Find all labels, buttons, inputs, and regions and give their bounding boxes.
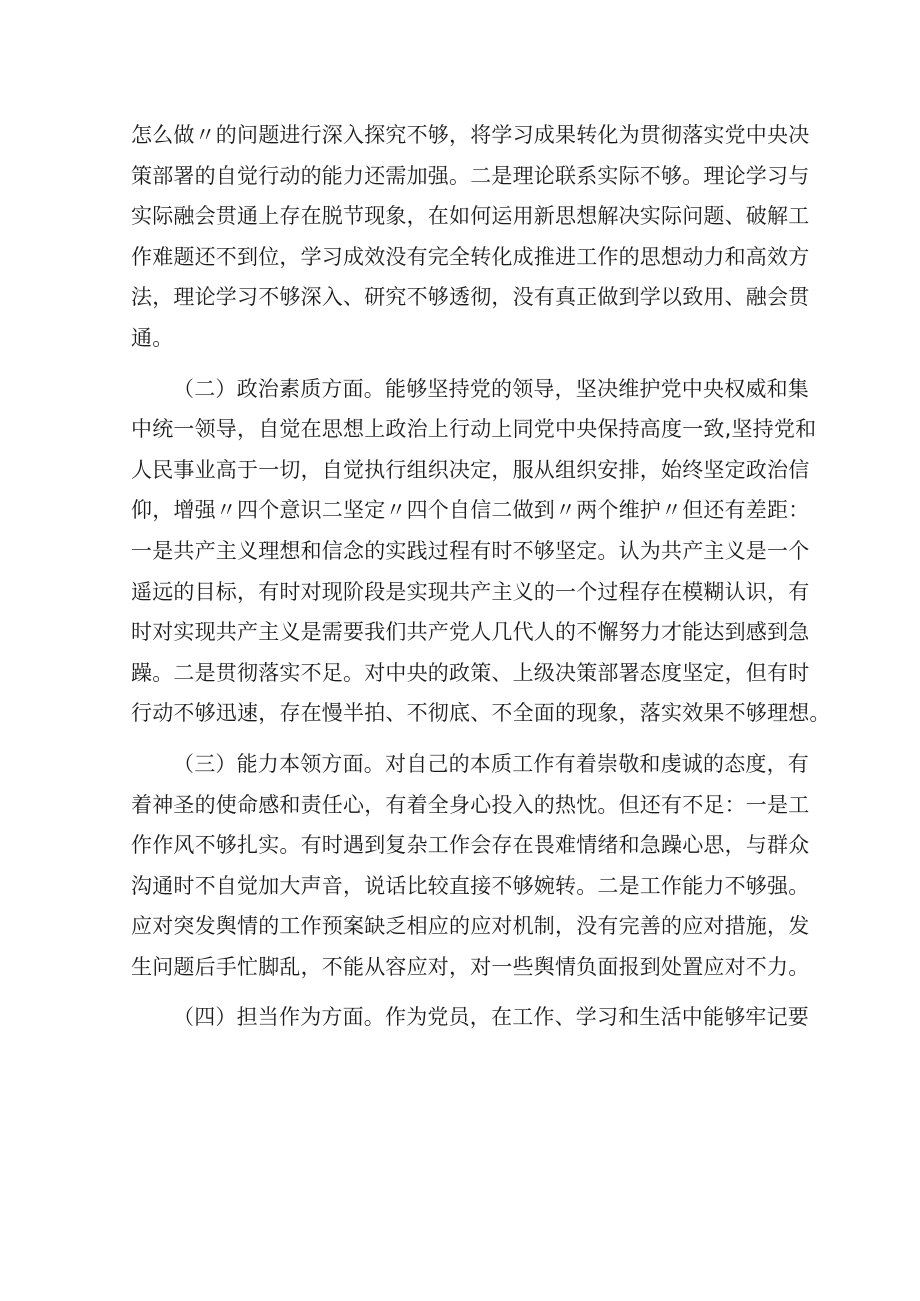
- text-line: （三）能力本领方面。对自己的本质工作有着崇敬和虔诚的态度，有: [173, 751, 809, 776]
- document-body: [131, 115, 831, 1038]
- text-line: （二）政治素质方面。能够坚持党的领导，坚决维护党中央权威和集: [173, 376, 809, 401]
- text-line: 通。: [131, 325, 174, 350]
- text-line: 法，理论学习不够深入、研究不够透彻，没有真正做到学以致用、融会贯: [131, 285, 810, 310]
- text-line: 怎么做〃的问题进行深入探究不够，将学习成果转化为贯彻落实党中央决: [131, 123, 810, 147]
- text-line: 作作风不够扎实。有时遇到复杂工作会存在畏难情绪和急躁心思，与群众: [131, 833, 810, 858]
- text-line: 沟通时不自觉加大声音，说话比较直接不够婉转。二是工作能力不够强。: [131, 873, 810, 898]
- paragraph-gap: [131, 734, 801, 744]
- text-line: 一是共产主义理想和信念的实践过程有时不够坚定。认为共产主义是一个: [131, 538, 810, 563]
- text-line: 遥远的目标，有时对现阶段是实现共产主义的一个过程存在模糊认识，有: [131, 579, 810, 604]
- text-line: 策部署的自觉行动的能力还需加强。二是理论联系实际不够。理论学习与: [131, 163, 810, 188]
- text-line: 作难题还不到位，学习成效没有完全转化成推进工作的思想动力和高效方: [131, 244, 810, 269]
- paragraph-p4: [131, 997, 809, 1038]
- text-line: 仰，增强〃四个意识二坚定〃四个自信二做到〃两个维护〃但还有差距：: [131, 498, 810, 523]
- paragraph-gap: [131, 359, 801, 369]
- text-line: 着神圣的使命感和责任心，有着全身心投入的热忱。但还有不足：一是工: [131, 792, 810, 817]
- text-line: 生问题后手忙脚乱，不能从容应对，对一些舆情负面报到处置应对不力。: [131, 954, 810, 979]
- text-line: （四）担当作为方面。作为党员，在工作、学习和生活中能够牢记要: [173, 1005, 809, 1030]
- text-line: 实际融会贯通上存在脱节现象，在如何运用新思想解决实际问题、破解工: [131, 204, 810, 229]
- text-line: 人民事业高于一切，自觉执行组织决定，服从组织安排，始终坚定政治信: [131, 457, 810, 482]
- text-line: 应对突发舆情的工作预案缺乏相应的应对机制，没有完善的应对措施，发: [131, 914, 810, 939]
- paragraph-p3: [131, 744, 810, 988]
- text-line: 时对实现共产主义是需要我们共产党人几代人的不懈努力才能达到感到急: [131, 620, 810, 645]
- text-line: 中统一领导，自觉在思想上政治上行动上同党中央保持高度一致,坚持党和: [131, 417, 817, 442]
- paragraph-p2: [131, 369, 831, 734]
- paragraph-p1: [131, 115, 810, 359]
- text-line: 躁。二是贯彻落实不足。对中央的政策、上级决策部署态度坚定，但有时: [131, 660, 810, 685]
- paragraph-gap: [131, 987, 801, 997]
- text-line: 行动不够迅速，存在慢半拍、不彻底、不全面的现象，落实效果不够理想。: [131, 701, 831, 726]
